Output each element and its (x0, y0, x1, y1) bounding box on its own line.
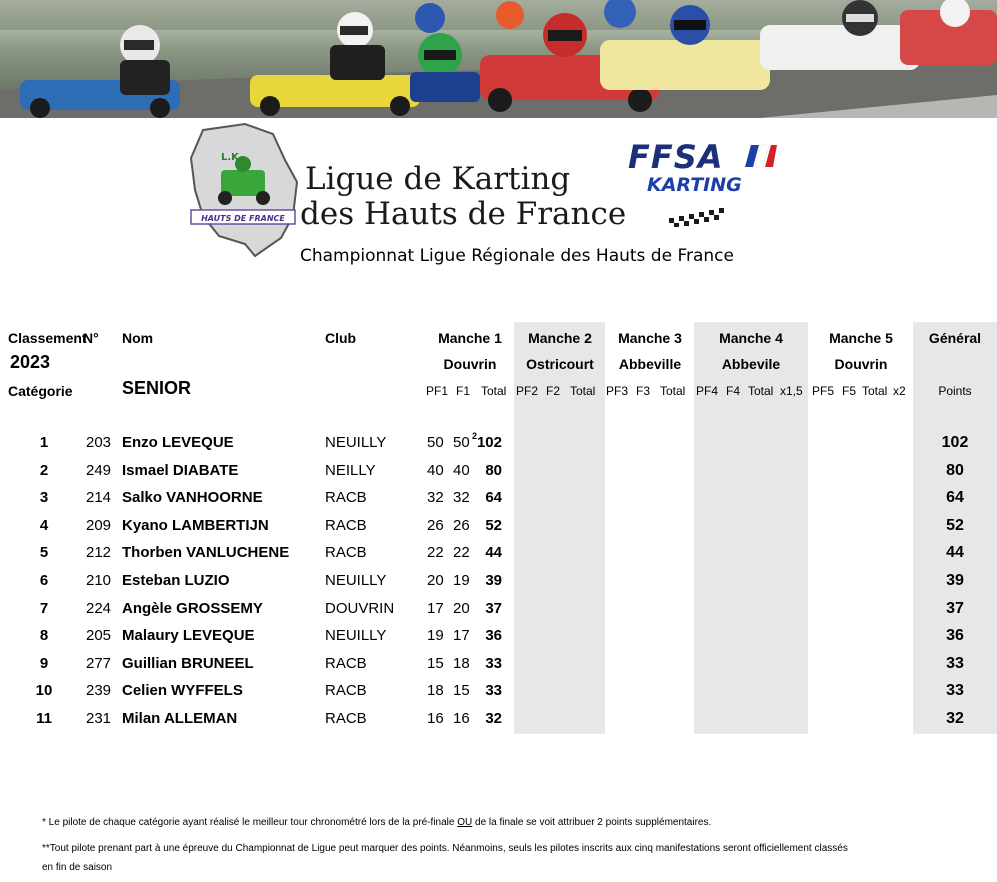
logo-title-line1: Ligue de Karting (305, 161, 571, 197)
row-total1: 52 (485, 517, 502, 534)
header-club: Club (325, 330, 357, 346)
row-general-points: 36 (946, 627, 964, 644)
row-f1: 40 (453, 462, 470, 479)
row-club: NEUILLY (325, 627, 387, 644)
row-number: 209 (86, 517, 112, 534)
row-rank: 4 (39, 517, 49, 534)
row-rank: 11 (36, 710, 52, 727)
ffsa-logo-text: FFSA (628, 138, 724, 176)
row-club: RACB (325, 655, 367, 672)
manche2-total: Total (570, 384, 596, 398)
row-number: 214 (86, 489, 112, 506)
header-points: Points (938, 384, 972, 398)
french-flag-icon (745, 143, 777, 169)
championship-subtitle: Championnat Ligue Régionale des Hauts de France (300, 246, 734, 266)
row-general-points: 102 (941, 434, 969, 451)
footnote1-part1: * Le pilote de chaque catégorie ayant réalisé le meilleur tour chronométré lors de la pré-finale (42, 817, 458, 828)
row-general-points: 80 (946, 462, 964, 479)
row-club: NEILLY (325, 462, 376, 479)
row-number: 212 (86, 544, 112, 561)
row-total1: 44 (485, 544, 502, 561)
header-year: 2023 (10, 352, 51, 372)
row-general-points: 37 (946, 600, 964, 617)
row-driver-name: Milan ALLEMAN (122, 710, 238, 727)
manche4-venue: Abbevile (721, 356, 781, 372)
row-driver-name: Angèle GROSSEMY (122, 600, 263, 617)
row-pf1: 18 (427, 682, 444, 699)
manche2-venue: Ostricourt (526, 356, 594, 372)
row-rank: 3 (39, 489, 49, 506)
row-club: RACB (325, 544, 367, 561)
manche3-pf: PF3 (606, 384, 629, 398)
row-rank: 7 (39, 600, 49, 617)
footnote-points-line2: en fin de saison (42, 862, 113, 873)
header-general: Général (928, 330, 982, 346)
row-f1: 32 (453, 489, 470, 506)
row-rank: 2 (39, 462, 49, 479)
row-club: RACB (325, 682, 367, 699)
footnote-points-line1: **Tout pilote prenant part à une épreuve du Championnat de Ligue peut marquer des points. Néanmoins, seuls les pilotes inscrits aux cinq manifestations seront officiellement classés (42, 843, 848, 854)
row-general-points: 52 (946, 517, 964, 534)
row-general-points: 33 (946, 655, 964, 672)
row-general-points: 44 (946, 544, 964, 561)
manche5-pf: PF5 (812, 384, 835, 398)
manche5-multiplier: x2 (893, 384, 906, 398)
row-rank: 10 (35, 682, 53, 699)
row-pf1: 15 (427, 655, 444, 672)
row-rank: 6 (39, 572, 49, 589)
row-f1: 22 (453, 544, 470, 561)
row-pf1: 19 (427, 627, 444, 644)
manche3-total: Total (660, 384, 686, 398)
row-club: RACB (325, 489, 367, 506)
row-total1: 36 (485, 627, 502, 644)
row-number: 210 (86, 572, 112, 589)
row-general-points: 39 (946, 572, 964, 589)
row-club: DOUVRIN (325, 600, 395, 617)
manche1-pf: PF1 (426, 384, 449, 398)
row-f1: 18 (453, 655, 470, 672)
row-rank: 8 (39, 627, 49, 644)
row-driver-name: Malaury LEVEQUE (122, 627, 255, 644)
row-f1: 50 (453, 434, 470, 451)
manche2-f: F2 (546, 384, 561, 398)
row-pf1: 40 (427, 462, 444, 479)
row-driver-name: Enzo LEVEQUE (122, 434, 234, 451)
row-f1: 20 (453, 600, 470, 617)
row-rank: 5 (39, 544, 49, 561)
manche4-title: Manche 4 (719, 330, 783, 346)
row-driver-name: Kyano LAMBERTIJN (122, 517, 269, 534)
row-club: NEUILLY (325, 572, 387, 589)
row-pf1: 17 (427, 600, 444, 617)
manche3-title: Manche 3 (618, 330, 682, 346)
row-number: 277 (86, 655, 112, 672)
row-f1: 17 (453, 627, 470, 644)
row-number: 249 (86, 462, 112, 479)
row-general-points: 64 (946, 489, 964, 506)
lk-map-emblem (185, 120, 305, 262)
row-pf1: 26 (427, 517, 444, 534)
row-total1: 64 (485, 489, 502, 506)
row-club: RACB (325, 710, 367, 727)
manche4-multiplier: x1,5 (780, 384, 803, 398)
manche1-title: Manche 1 (438, 330, 502, 346)
row-rank: 1 (39, 434, 49, 451)
row-pf1: 20 (427, 572, 444, 589)
row-general-points: 33 (946, 682, 964, 699)
row-driver-name: Thorben VANLUCHENE (122, 544, 290, 561)
manche3-venue: Abbeville (618, 356, 682, 372)
category-name: SENIOR (122, 378, 192, 398)
manche4-total: Total (748, 384, 774, 398)
row-driver-name: Salko VANHOORNE (122, 489, 263, 506)
logo-title-line2: des Hauts de France (300, 196, 627, 232)
row-general-points: 32 (946, 710, 964, 727)
manche5-title: Manche 5 (829, 330, 893, 346)
manche5-f: F5 (842, 384, 857, 398)
row-number: 224 (86, 600, 112, 617)
row-f1: 16 (453, 710, 470, 727)
row-total1: 33 (485, 682, 502, 699)
manche5-total: Total (862, 384, 888, 398)
row-driver-name: Celien WYFFELS (122, 682, 243, 699)
header-number: N° (83, 330, 99, 346)
manche4-pf: PF4 (696, 384, 719, 398)
manche2-pf: PF2 (516, 384, 539, 398)
header-nom: Nom (122, 330, 154, 346)
row-total1: 39 (485, 572, 502, 589)
row-total1: 102 (476, 434, 502, 451)
row-bonus-marker: 2 (472, 431, 478, 441)
row-club: NEUILLY (325, 434, 387, 451)
row-total1: 32 (485, 710, 502, 727)
checkered-flag-icon (665, 206, 745, 228)
row-pf1: 32 (427, 489, 444, 506)
row-total1: 37 (485, 600, 502, 617)
manche3-f: F3 (636, 384, 651, 398)
footnote1-ou: OU (457, 817, 473, 828)
row-pf1: 16 (427, 710, 444, 727)
row-total1: 33 (485, 655, 502, 672)
header-classement: Classement (8, 330, 87, 346)
lk-caption: HAUTS DE FRANCE (201, 214, 285, 223)
lk-initials: L.K. (221, 152, 243, 163)
row-driver-name: Ismael DIABATE (122, 462, 239, 479)
manche4-f: F4 (726, 384, 741, 398)
row-club: RACB (325, 517, 367, 534)
race-banner-photo (0, 0, 997, 118)
row-f1: 15 (453, 682, 470, 699)
manche2-title: Manche 2 (528, 330, 592, 346)
row-number: 231 (86, 710, 112, 727)
row-number: 203 (86, 434, 112, 451)
row-pf1: 50 (427, 434, 444, 451)
footnote-best-lap (42, 817, 711, 828)
footnote1-part2: de la finale se voit attribuer 2 points supplémentaires. (472, 817, 712, 828)
manche5-venue: Douvrin (834, 356, 888, 372)
row-rank: 9 (39, 655, 49, 672)
row-driver-name: Esteban LUZIO (122, 572, 230, 589)
row-pf1: 22 (427, 544, 444, 561)
row-f1: 26 (453, 517, 470, 534)
manche1-total: Total (481, 384, 507, 398)
header-categorie: Catégorie (8, 383, 73, 399)
row-total1: 80 (485, 462, 502, 479)
row-number: 239 (86, 682, 112, 699)
karting-logo-text: KARTING (647, 174, 742, 196)
manche1-venue: Douvrin (443, 356, 497, 372)
row-driver-name: Guillian BRUNEEL (122, 655, 254, 672)
manche1-f: F1 (456, 384, 471, 398)
row-number: 205 (86, 627, 112, 644)
row-f1: 19 (453, 572, 470, 589)
